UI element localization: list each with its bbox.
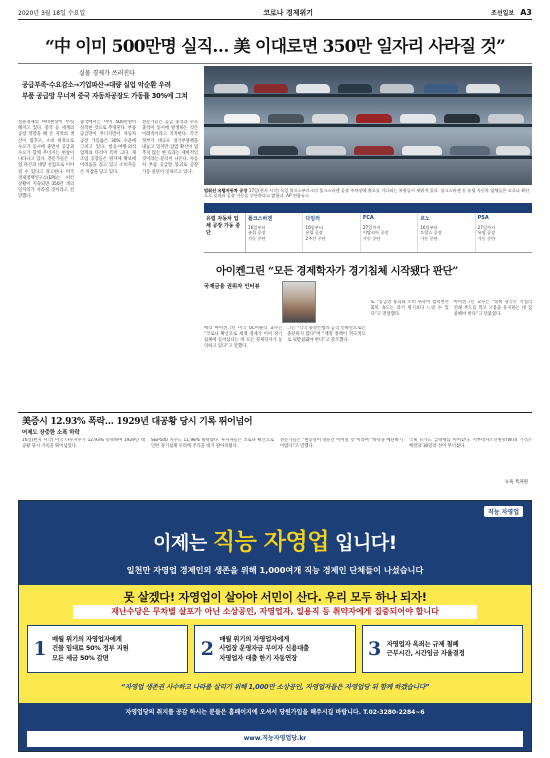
ad-demand-line: 건물 임대료 50% 정부 지원 [52, 644, 129, 653]
masthead-right [491, 8, 532, 17]
masthead [18, 6, 532, 20]
ad-demand-box [27, 625, 188, 673]
ad-demand-line: 자영업자 옥죄는 규제 철폐 [386, 639, 459, 648]
ad-demand-text [52, 635, 129, 664]
article-col-1: 실물경제의 마비현상이 뚜렷해지고 있다. 중국 등 세계의 공장 역할을 해 온 지역의 생산이 멈추고, 소비 위축으로 수요가 동시에 줄면서 공급과 수요가 함께 무너지는 현상이 나타나고 있다. 전문가들은 기업 파산과 대량 실업으로 이어질 수 있다고 경고한다. 미국 경제정책연구소(EPI)는 이런 상황이 지속되면 350만 개의 일자리가 사라질 것이라고 전망했다. [18, 120, 74, 200]
ad-banner: 재난수당은 무차별 살포가 아닌 소상공인, 자영업자, 일용직 등 취약자에게 집중되어야 합니다 [73, 605, 477, 619]
data-table-line: 16일부터 [305, 225, 323, 230]
advertisement [18, 500, 532, 752]
ad-slogan: 못 살겠다! 자영업이 살아야 서민이 산다. 우리 모두 하나 되자! [123, 590, 427, 604]
data-table-col [246, 213, 303, 252]
interview-subtitle: 국제금융 권위자 인터뷰 [204, 284, 260, 290]
data-table-line: 가동 중단 [477, 235, 496, 241]
photo-credit: AP 연합뉴스 [286, 193, 310, 199]
ad-top-panel [19, 501, 531, 585]
ad-website[interactable]: www.직능자영업당.kr [27, 731, 523, 747]
ad-demand-boxes [27, 625, 523, 673]
data-table-brand: 다임러 [305, 216, 320, 222]
data-table-line: 27일까지 [362, 225, 381, 230]
ad-footer-line1 [19, 707, 531, 716]
ad-middle-panel [19, 585, 531, 703]
section2-title: 美증시 12.93% 폭락… 1929년 대공황 당시 기록 뛰어넘어 [22, 417, 253, 427]
masthead-paper: 조선일보 [491, 10, 515, 17]
data-table [204, 213, 532, 253]
section2-col-2: S&P500 지수도 11.98% 하락했다. 투자자들은 코로나 확산으로 인한 경기침체 우려에 주식을 대거 팔아치웠다. [151, 438, 274, 449]
ad-headline [19, 523, 531, 556]
article-body [18, 120, 198, 405]
data-table-line: 프랑스 공장 [420, 230, 442, 236]
ad-demand-line: 자영업자 대출 한기 자동연장 [219, 653, 298, 662]
ad-footer [19, 703, 531, 752]
data-table-col [418, 213, 475, 252]
article-deck: 공급부족·수요감소→기업파산→대량 실업 악순환 우려 부품 공급망 무너져 중국 자동차공장도 가동률 30%에 그쳐 [22, 81, 188, 100]
ad-demand-line: 매월 위기의 자영업자에게 [219, 634, 290, 643]
article-col-3: 전문가들은 공급 충격과 수요 충격이 동시에 발생하는 것은 이례적이라고 지적한다. 각국 정부가 대규모 경기부양책을 내놓고 있지만 감염 확산이 멈추지 않는 한 효과는 제한적일 것이라는 분석이 나온다. 자동차 부품 공급망 붕괴로 공장 가동 중단이 잇따르고 있다. [142, 120, 198, 175]
photo-caption [204, 188, 532, 199]
photo-caption-text: 17일(현지 시각) 독일 볼프스부르크의 폴크스바겐 공장 주차장에 출고를 기다리는 차량들이 세워져 있다. 폴크스바겐 등 유럽 자동차 업체들은 코로나 확산으로 잇따라 공장 가동을 중단한다고 밝혔다. [204, 188, 530, 199]
page-headline: “中 이미 500만명 실직… 美 이대로면 350만 일자리 사라질 것” [18, 30, 532, 64]
data-table-brand: FCA [362, 215, 374, 221]
data-table-line: 가동 중단 [248, 235, 266, 241]
ad-demand-text [387, 640, 465, 659]
section2-byline: 뉴욕 특파원 [504, 480, 528, 485]
masthead-section: 코로나 경제위기 [263, 8, 314, 17]
data-table-line: 16일부터 [248, 225, 266, 230]
data-table-line: 가동 중단 [362, 235, 381, 241]
ad-demand-line: 매월 위기의 자영업자에게 [52, 634, 122, 643]
section-divider [18, 412, 532, 413]
article-byline: 실물 경제가 쓰러진다 [79, 70, 135, 77]
ad-logo: 직능 자영업 [484, 506, 523, 517]
data-table-line: 2주간 중단 [305, 235, 326, 241]
data-table-title: 유럽 자동차 업체 공장 가동 중단 [204, 213, 246, 252]
ad-demand-text [219, 635, 309, 664]
factory-photo [204, 66, 532, 185]
article-col-2: 중국에서는 이미 500만명이 실직한 것으로 추정된다. 부품 공급망이 무너지면서 자동차 공장 가동률은 30% 수준에 그치고 있다. 항공·여행·외식 업계의 타격이 특히 크다. 제조업 공장들은 원자재 확보에 어려움을 겪고 있고 소비자들은 지갑을 닫고 있다. [80, 120, 136, 175]
data-table-brand: 르노 [420, 216, 430, 222]
ad-demand-box [362, 625, 523, 673]
data-table-header-bar [204, 203, 532, 213]
ad-headline-highlight: 직능 자영업 [212, 529, 329, 555]
data-table-line: 가동 중단 [420, 235, 438, 241]
section2-body [22, 438, 532, 478]
data-table-line: 이탈리아 공장 [362, 230, 389, 236]
data-table-line: 27일까지 [477, 225, 496, 230]
data-table-brand: PSA [477, 215, 489, 221]
ad-headline-post: 입니다! [335, 532, 397, 554]
interview-col-4: 아이켄그린 교수는 “정책 당국은 기업의 연쇄 부도를 막고 고용을 유지하는 데 집중해야 한다”고 덧붙였다. [453, 300, 532, 317]
data-table-col [361, 213, 418, 252]
data-table-brand: 폴크스바겐 [248, 216, 273, 222]
ad-top-subline: 일천만 자영업 경제인의 생존을 위해 1,000여개 직능 경제인 단체들이 나섰습니다 [126, 565, 424, 575]
ad-footer-text: 자영업당의 취지를 공감 하시는 분들은 홈페이지에 오셔서 당원가입을 해주시길 바랍니다. [125, 709, 362, 716]
interview-col-2: 그는 “각국 중앙은행의 금리 인하만으로는 충분하지 않다”며 “재정 정책이 적극적으로 뒷받침돼야 한다”고 강조했다. [287, 326, 366, 343]
section2-subtitle: 어제도 장중한 소폭 하락 [22, 430, 80, 436]
ad-demand-number: 3 [368, 638, 382, 660]
data-table-line: 유럽 공장 [248, 230, 266, 236]
photo-caption-title: 멈춰선 유럽자동차 공장 [204, 188, 248, 193]
data-table-line: 유럽 공장 [305, 230, 323, 236]
ad-demand-line: 사업장 운영자금 무이자 신용대출 [219, 644, 310, 653]
data-table-col [476, 213, 532, 252]
interview-title: 아이켄그린 “모든 경제학자가 경기침체 시작됐다 판단” [216, 265, 458, 277]
data-table-line: 16일부터 [420, 225, 438, 230]
data-table-line: 유럽 공장 [477, 230, 496, 236]
ad-demand-box [194, 625, 355, 673]
data-table-col [303, 213, 360, 252]
section2-col-4: 국제 유가도 급락세를 이어갔다. 서부텍사스산원유(WTI) 가격은 배럴당 30달러 선이 무너졌다. [409, 438, 532, 449]
masthead-date: 2020년 3월 18일 수요일 [18, 10, 86, 17]
ad-headline-pre: 이제는 [153, 532, 207, 554]
ad-phone: T.02-3280-2284~6 [363, 709, 425, 716]
ad-demand-line: 모든 세금 50% 감면 [52, 653, 109, 662]
masthead-page: A3 [520, 8, 532, 17]
section2-col-3: 전문가들은 “변동성이 당분간 이어질 것”이라며 “바닥을 예단하기 어렵다”고 말했다. [280, 438, 403, 449]
ad-demand-number: 1 [33, 638, 47, 660]
interview-col-3: 또 “공급망 붕괴와 소비 위축이 겹치면서 회복 속도는 과거 위기보다 느릴 수 있다”고 전망했다. [370, 300, 449, 317]
interview-col-1: 배리 아이켄그린 미국 UC버클리 교수는 “코로나 확산으로 세계 경제가 이미 경기침체에 들어섰다는 데 모든 경제학자가 동의하고 있다”고 말했다. [204, 326, 283, 349]
ad-script-quote: “자영업 생존권 사수하고 나라를 살리기 위해 1,000만 소상공인, 자영업자들은 자영업당 뒤 함께 하겠습니다” [120, 683, 430, 691]
ad-demand-line: 근무시간, 시간임금 자율결정 [386, 649, 465, 657]
section2-col-1: 16일(현지 시각) 미국 다우지수가 12.93% 폭락하며 1929년 대공황 당시 기록을 뛰어넘었다. [22, 438, 145, 449]
interview-body [204, 300, 532, 410]
ad-demand-number: 2 [200, 638, 214, 660]
